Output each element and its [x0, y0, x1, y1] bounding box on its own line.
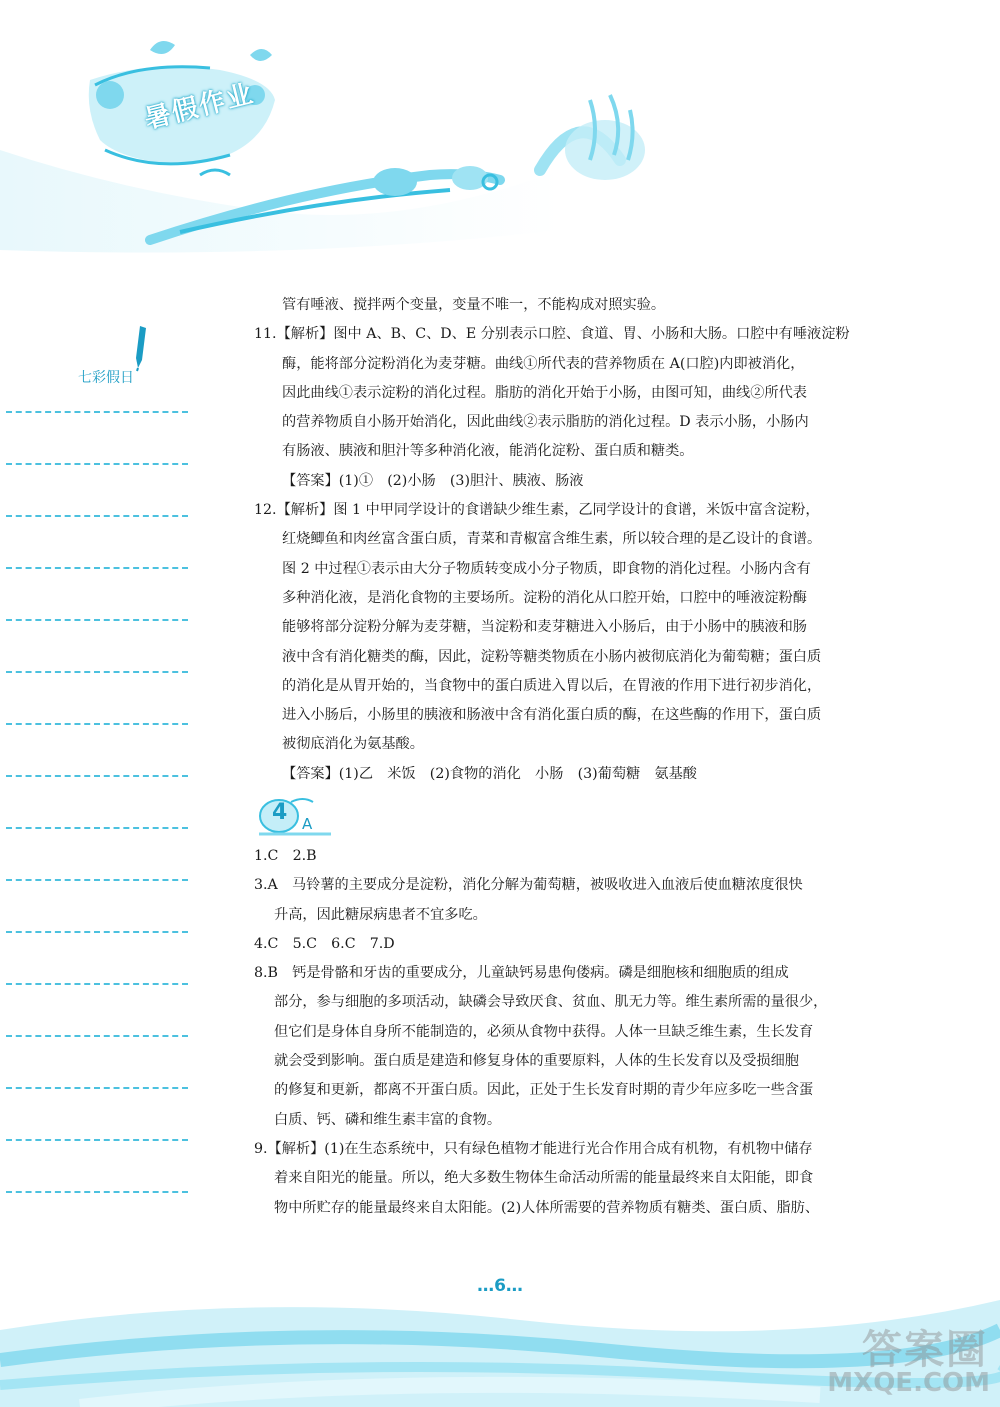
watermark-logo: 答案圈: [862, 1327, 988, 1373]
watermark-url: MXQE.COM: [827, 1368, 990, 1398]
sidebar-rule: [6, 671, 188, 673]
text-line: 被彻底消化为氨基酸。: [282, 736, 424, 753]
text-line: 8.B 钙是骨骼和牙齿的重要成分，儿童缺钙易患佝偻病。磷是细胞核和细胞质的组成: [254, 965, 789, 982]
sidebar-rule: [6, 1087, 188, 1089]
text-line: 【答案】(1)乙 米饭 (2)食物的消化 小肠 (3)葡萄糖 氨基酸: [282, 765, 697, 782]
text-line: 但它们是身体自身所不能制造的，必须从食物中获得。人体一旦缺乏维生素，生长发育: [274, 1023, 814, 1040]
section-letter: A: [302, 815, 313, 833]
text-line: 12.【解析】图 1 中甲同学设计的食谱缺少维生素，乙同学设计的食谱，米饭中富含淀粉，: [254, 502, 820, 519]
text-line: 的营养物质自小肠开始消化，因此曲线②表示脂肪的消化过程。D 表示小肠，小肠内: [282, 414, 809, 431]
answer-block-2: [254, 842, 827, 1223]
text-line: 进入小肠后，小肠里的胰液和肠液中含有消化蛋白质的酶，在这些酶的作用下，蛋白质: [282, 707, 822, 724]
sidebar-rule: [6, 1035, 188, 1037]
text-line: 1.C 2.B: [254, 848, 317, 864]
text-line: 的消化是从胃开始的，当食物中的蛋白质进入胃以后，在胃液的作用下进行初步消化，: [282, 677, 822, 694]
sidebar-rule: [6, 775, 188, 777]
text-line: 管有唾液、搅拌两个变量，变量不唯一，不能构成对照实验。: [282, 297, 666, 313]
page-number: …6…: [477, 1276, 523, 1296]
sidebar-label: 七彩假日: [78, 370, 134, 386]
sidebar-rule: [6, 723, 188, 725]
sidebar-rule: [6, 1191, 188, 1193]
answer-block-1: [254, 291, 850, 789]
text-line: 11.【解析】图中 A、B、C、D、E 分别表示口腔、食道、胃、小肠和大肠。口腔中有唾液淀粉: [254, 326, 850, 343]
text-line: 物中所贮存的能量最终来自太阳能。(2)人体所需要的营养物质有糖类、蛋白质、脂肪、: [274, 1199, 820, 1216]
text-line: 有肠液、胰液和胆汁等多种消化液，能消化淀粉、蛋白质和糖类。: [282, 443, 694, 460]
sidebar-rule: [6, 567, 188, 569]
section-number: 4: [272, 800, 288, 825]
sidebar-rule: [6, 619, 188, 621]
sidebar-rule: [6, 931, 188, 933]
sidebar-rule: [6, 1139, 188, 1141]
text-line: 升高，因此糖尿病患者不宜多吃。: [274, 906, 487, 923]
text-line: 能够将部分淀粉分解为麦芽糖，当淀粉和麦芽糖进入小肠后，由于小肠中的胰液和肠: [282, 619, 807, 636]
sidebar-rule: [6, 879, 188, 881]
sidebar-rule: [6, 411, 188, 413]
text-line: 酶，能将部分淀粉消化为麦芽糖。曲线①所代表的营养物质在 A(口腔)内即被消化，: [282, 355, 805, 372]
text-line: 因此曲线①表示淀粉的消化过程。脂肪的消化开始于小肠，由图可知，曲线②所代表: [282, 384, 807, 401]
text-line: 红烧鲫鱼和肉丝富含蛋白质，青菜和青椒富含维生素，所以较合理的是乙设计的食谱。: [282, 531, 822, 548]
sidebar-rule: [6, 983, 188, 985]
text-line: 3.A 马铃薯的主要成分是淀粉，消化分解为葡萄糖，被吸收进入血液后使血糖浓度很快: [254, 877, 803, 894]
text-line: 着来自阳光的能量。所以，绝大多数生物体生命活动所需的能量最终来自太阳能，即食: [274, 1170, 814, 1187]
header-title: 暑假作业: [141, 78, 258, 136]
text-line: 【答案】(1)① (2)小肠 (3)胆汁、胰液、肠液: [282, 472, 584, 489]
text-line: 就会受到影响。蛋白质是建造和修复身体的重要原料，人体的生长发育以及受损细胞: [274, 1053, 799, 1070]
text-line: 4.C 5.C 6.C 7.D: [254, 935, 395, 952]
text-line: 图 2 中过程①表示由大分子物质转变成小分子物质，即食物的消化过程。小肠内含有: [282, 560, 811, 577]
text-line: 多种消化液，是消化食物的主要场所。淀粉的消化从口腔开始，口腔中的唾液淀粉酶: [282, 589, 807, 606]
text-line: 液中含有消化糖类的酶，因此，淀粉等糖类物质在小肠内被彻底消化为葡萄糖；蛋白质: [282, 648, 822, 665]
text-line: 部分，参与细胞的多项活动，缺磷会导致厌食、贫血、肌无力等。维生素所需的量很少，: [274, 994, 828, 1011]
pen-icon: [132, 324, 152, 372]
sidebar-rule: [6, 515, 188, 517]
text-line: 白质、钙、磷和维生素丰富的食物。: [274, 1111, 502, 1128]
sidebar-rule: [6, 463, 188, 465]
text-line: 9.【解析】(1)在生态系统中，只有绿色植物才能进行光合作用合成有机物，有机物中储存: [254, 1140, 813, 1157]
text-line: 的修复和更新，都离不开蛋白质。因此，正处于生长发育时期的青少年应多吃一些含蛋: [274, 1082, 814, 1099]
section-marker: [255, 794, 335, 838]
sidebar-rule: [6, 827, 188, 829]
